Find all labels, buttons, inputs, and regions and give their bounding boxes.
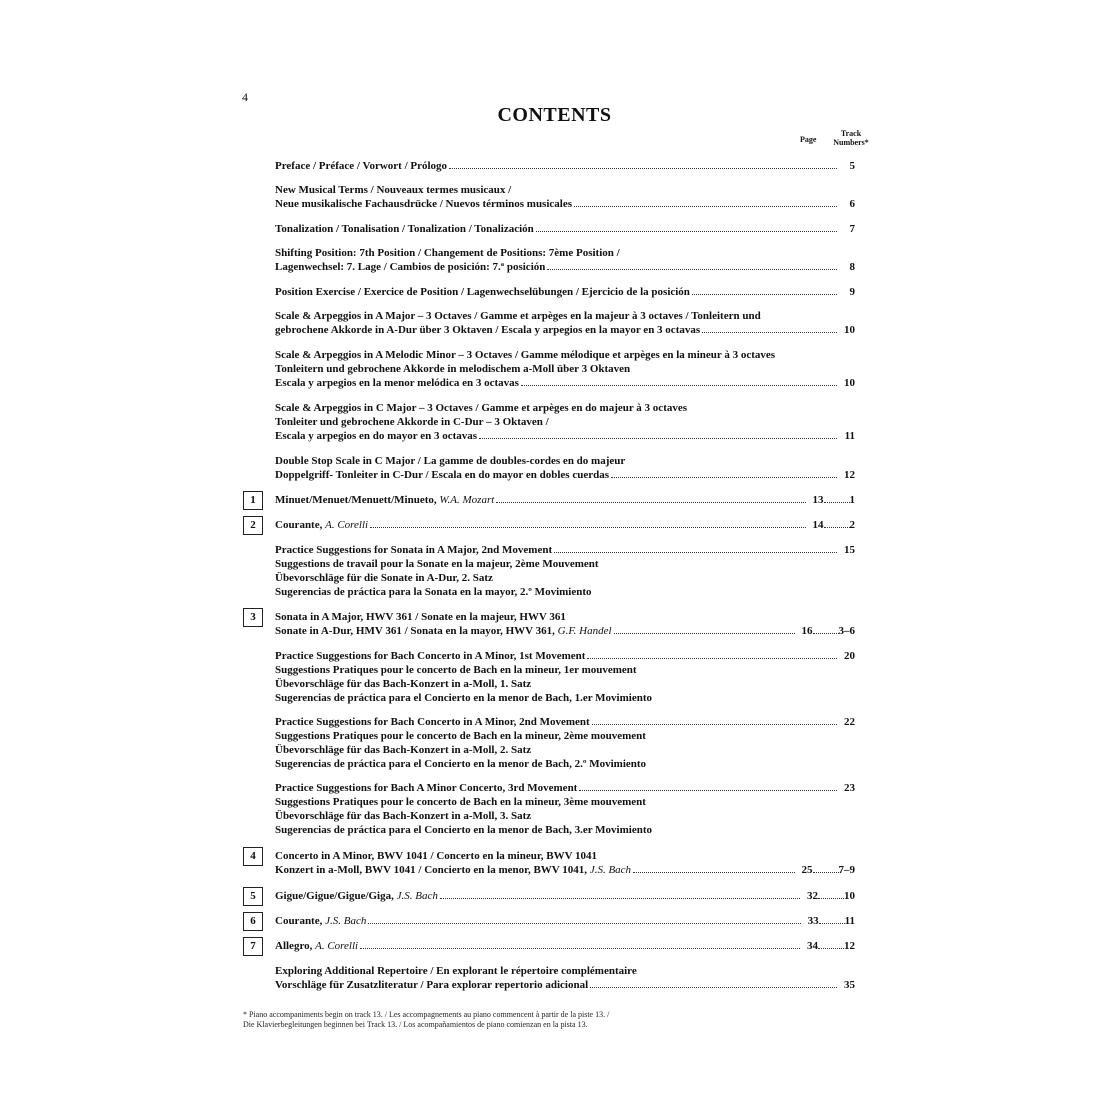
page-ref: 35 bbox=[844, 979, 855, 991]
toc-entry-text: Suggestions Pratiques pour le concerto de Bach en la mineur, 2ème mouvement bbox=[275, 730, 646, 742]
page-ref: 25 bbox=[801, 864, 813, 876]
toc-entry bbox=[275, 493, 855, 507]
toc-entry-text: Position Exercise / Exercice de Position / Lagenwechselübungen / Ejercicio de la posición bbox=[275, 286, 690, 298]
track-ref: 7–9 bbox=[838, 864, 855, 876]
toc-entry-text: Sonata in A Major, HWV 361 / Sonate en la majeur, HWV 361 bbox=[275, 611, 566, 623]
toc-entry-text: Scale & Arpeggios in A Melodic Minor – 3 Octaves / Gamme mélodique et arpèges en la mineur à 3 octaves bbox=[275, 349, 776, 361]
toc-entry bbox=[275, 649, 855, 705]
track-leader-dots bbox=[818, 889, 844, 899]
track-ref: 12 bbox=[844, 940, 855, 952]
track-number-box: 3 bbox=[243, 608, 263, 627]
toc-entry bbox=[275, 543, 855, 599]
composer-name: A. Corelli bbox=[312, 940, 359, 952]
page-ref: 11 bbox=[844, 430, 855, 442]
toc-entry-line bbox=[275, 183, 855, 197]
toc-entry-text: Übevorschläge für das Bach-Konzert in a-Moll, 3. Satz bbox=[275, 810, 532, 822]
track-leader-dots bbox=[824, 518, 850, 528]
leader-dots bbox=[370, 518, 805, 528]
toc-entry-line bbox=[275, 889, 855, 903]
page-ref: 10 bbox=[844, 324, 855, 336]
track-number-box: 7 bbox=[243, 937, 263, 956]
leader-dots bbox=[360, 939, 800, 949]
toc-entry-line bbox=[275, 518, 855, 532]
composer-name: J.S. Bach bbox=[587, 864, 632, 876]
leader-dots bbox=[702, 323, 837, 333]
toc-entry-text: Sugerencias de práctica para el Concierto en la menor de Bach, 3.er Movimiento bbox=[275, 824, 652, 836]
toc-entry-text: Concerto in A Minor, BWV 1041 / Concerto en la mineur, BWV 1041 bbox=[275, 850, 598, 862]
toc-entry bbox=[275, 518, 855, 532]
toc-entry-text: Escala y arpegios en do mayor en 3 octavas bbox=[275, 430, 478, 442]
toc-entry-text: Courante, bbox=[275, 915, 323, 927]
toc-entry-line bbox=[275, 415, 855, 429]
toc-entry-line bbox=[275, 809, 855, 823]
toc-entry bbox=[275, 849, 855, 877]
page-column-header: Page bbox=[800, 135, 817, 144]
page-ref: 20 bbox=[844, 650, 855, 662]
leader-dots bbox=[590, 978, 837, 988]
toc-entry bbox=[275, 183, 855, 211]
toc-entry-line bbox=[275, 571, 855, 585]
toc-entry-line bbox=[275, 939, 855, 953]
toc-entry bbox=[275, 348, 855, 390]
leader-dots bbox=[574, 197, 837, 207]
toc-entry-text: Practice Suggestions for Bach A Minor Concerto, 3rd Movement bbox=[275, 782, 578, 794]
leader-dots bbox=[592, 715, 837, 725]
leader-dots bbox=[587, 649, 837, 659]
track-number-box: 2 bbox=[243, 516, 263, 535]
page-ref: 10 bbox=[844, 377, 855, 389]
toc-entry-line bbox=[275, 362, 855, 376]
toc-entry-line bbox=[275, 197, 855, 211]
page-ref: 5 bbox=[849, 160, 855, 172]
toc-entry-line bbox=[275, 543, 855, 557]
toc-entry-text: Scale & Arpeggios in A Major – 3 Octaves / Gamme et arpèges en la majeur à 3 octaves / Tonleitern und bbox=[275, 310, 761, 322]
track-leader-dots bbox=[819, 914, 845, 924]
page-ref: 8 bbox=[849, 261, 855, 273]
track-number-box: 1 bbox=[243, 491, 263, 510]
toc-entry bbox=[275, 222, 855, 236]
toc-entry bbox=[275, 781, 855, 837]
toc-entry-line bbox=[275, 823, 855, 837]
track-column-header-line2: Numbers* bbox=[833, 138, 869, 147]
composer-name: W.A. Mozart bbox=[436, 494, 495, 506]
page-ref: 22 bbox=[844, 716, 855, 728]
toc-entry-line bbox=[275, 429, 855, 443]
track-number-box: 5 bbox=[243, 887, 263, 906]
toc-entry bbox=[275, 610, 855, 638]
toc-entry-text: gebrochene Akkorde in A-Dur über 3 Oktaven / Escala y arpegios en la mayor en 3 octavas bbox=[275, 324, 701, 336]
toc-entry-text: Sonate in A-Dur, HMV 361 / Sonata en la mayor, HWV 361, bbox=[275, 625, 555, 637]
toc-entry-line bbox=[275, 849, 855, 863]
toc-entry-line bbox=[275, 454, 855, 468]
toc-entry-line bbox=[275, 649, 855, 663]
toc-entry-text: Tonleiter und gebrochene Akkorde in C-Dur – 3 Oktaven / bbox=[275, 416, 549, 428]
toc-entry-text: Übevorschläge für die Sonate in A-Dur, 2. Satz bbox=[275, 572, 493, 584]
toc-entry-line bbox=[275, 964, 855, 978]
page-ref: 13 bbox=[812, 494, 824, 506]
leader-dots bbox=[536, 222, 837, 232]
toc-entry bbox=[275, 285, 855, 299]
track-leader-dots bbox=[813, 863, 839, 873]
toc-entry bbox=[275, 401, 855, 443]
toc-entry bbox=[275, 889, 855, 903]
toc-entry bbox=[275, 159, 855, 173]
leader-dots bbox=[440, 889, 800, 899]
track-number-box: 4 bbox=[243, 847, 263, 866]
toc-entry-text: Sugerencias de práctica para el Concierto en la menor de Bach, 1.er Movimiento bbox=[275, 692, 652, 704]
track-leader-dots bbox=[818, 939, 844, 949]
toc-entry-text: Scale & Arpeggios in C Major – 3 Octaves / Gamme et arpèges en do majeur à 3 octaves bbox=[275, 402, 688, 414]
leader-dots bbox=[692, 285, 837, 295]
toc-entry-line bbox=[275, 585, 855, 599]
toc-entry-line bbox=[275, 677, 855, 691]
toc-entry-text: Suggestions Pratiques pour le concerto de Bach en la mineur, 1er mouvement bbox=[275, 664, 637, 676]
toc-entry-line bbox=[275, 757, 855, 771]
toc-entry-line bbox=[275, 493, 855, 507]
toc-entry bbox=[275, 914, 855, 928]
toc-entry-text: Neue musikalische Fachausdrücke / Nuevos términos musicales bbox=[275, 198, 572, 210]
toc-entry-text: New Musical Terms / Nouveaux termes musicaux / bbox=[275, 184, 512, 196]
toc-entry-line bbox=[275, 222, 855, 236]
toc-entry-line bbox=[275, 624, 855, 638]
toc-entry-line bbox=[275, 795, 855, 809]
toc-entry-text: Practice Suggestions for Bach Concerto in A Minor, 2nd Movement bbox=[275, 716, 590, 728]
leader-dots bbox=[579, 781, 837, 791]
track-ref: 1 bbox=[849, 494, 855, 506]
toc-entry bbox=[275, 715, 855, 771]
toc-entry-text: Sugerencias de práctica para la Sonata en la mayor, 2.º Movimiento bbox=[275, 586, 592, 598]
toc-entry-line bbox=[275, 863, 855, 877]
composer-name: G.F. Handel bbox=[554, 625, 612, 637]
toc-entry-text: Shifting Position: 7th Position / Changement de Positions: 7ème Position / bbox=[275, 247, 620, 259]
page-ref: 16 bbox=[801, 625, 813, 637]
toc-entry-line bbox=[275, 978, 855, 992]
page-ref: 34 bbox=[807, 940, 818, 952]
toc-entry-line bbox=[275, 323, 855, 337]
toc-entry-line bbox=[275, 260, 855, 274]
page-ref: 9 bbox=[849, 286, 855, 298]
toc-entry bbox=[275, 246, 855, 274]
toc-entry-text: Lagenwechsel: 7. Lage / Cambios de posición: 7.ª posición bbox=[275, 261, 546, 273]
toc-entry-line bbox=[275, 781, 855, 795]
toc-entry-line bbox=[275, 691, 855, 705]
track-ref: 11 bbox=[844, 915, 855, 927]
toc-entry-text: Practice Suggestions for Sonata in A Major, 2nd Movement bbox=[275, 544, 553, 556]
leader-dots bbox=[496, 493, 805, 503]
composer-name: J.S. Bach bbox=[322, 915, 367, 927]
composer-name: J.S. Bach bbox=[393, 890, 438, 902]
toc-entry-line bbox=[275, 309, 855, 323]
leader-dots bbox=[614, 624, 795, 634]
page-ref: 7 bbox=[849, 223, 855, 235]
toc-entry-line bbox=[275, 159, 855, 173]
leader-dots bbox=[547, 260, 837, 270]
track-leader-dots bbox=[813, 624, 839, 634]
page-ref: 6 bbox=[849, 198, 855, 210]
toc-entry-text: Suggestions de travail pour la Sonate en la majeur, 2ème Mouvement bbox=[275, 558, 599, 570]
toc-entry-text: Double Stop Scale in C Major / La gamme de doubles-cordes en do majeur bbox=[275, 455, 626, 467]
toc-entry-text: Sugerencias de práctica para el Concierto en la menor de Bach, 2.º Movimiento bbox=[275, 758, 647, 770]
toc-entry bbox=[275, 964, 855, 992]
toc-entry-line bbox=[275, 663, 855, 677]
page-ref: 14 bbox=[812, 519, 824, 531]
page-number: 4 bbox=[242, 90, 248, 104]
toc-entry-text: Allegro, bbox=[275, 940, 313, 952]
leader-dots bbox=[479, 429, 837, 439]
toc-entry-line bbox=[275, 468, 855, 482]
toc-entry bbox=[275, 939, 855, 953]
toc-entry-text: Doppelgriff- Tonleiter in C-Dur / Escala en do mayor en dobles cuerdas bbox=[275, 469, 609, 481]
footnote-line: * Piano accompaniments begin on track 13. / Les accompagnements au piano commencent à partir de la piste 13. / bbox=[243, 1010, 610, 1019]
toc-entry-line bbox=[275, 715, 855, 729]
toc-entry-line bbox=[275, 348, 855, 362]
track-ref: 10 bbox=[844, 890, 855, 902]
toc-entry-text: Exploring Additional Repertoire / En explorant le répertoire complémentaire bbox=[275, 965, 637, 977]
page-title: CONTENTS bbox=[497, 104, 612, 126]
toc-entry-text: Konzert in a-Moll, BWV 1041 / Concierto en la menor, BWV 1041, bbox=[275, 864, 588, 876]
leader-dots bbox=[633, 863, 794, 873]
toc-entry-text: Vorschläge für Zusatzliteratur / Para explorar repertorio adicional bbox=[275, 979, 589, 991]
toc-entry-text: Escala y arpegios en la menor melódica en 3 octavas bbox=[275, 377, 519, 389]
composer-name: A. Corelli bbox=[322, 519, 369, 531]
toc-entry-text: Übevorschläge für das Bach-Konzert in a-Moll, 1. Satz bbox=[275, 678, 532, 690]
toc-entry-line bbox=[275, 376, 855, 390]
toc-entry-text: Suggestions Pratiques pour le concerto de Bach en la mineur, 3ème mouvement bbox=[275, 796, 646, 808]
leader-dots bbox=[368, 914, 800, 924]
toc-entry-text: Übevorschläge für das Bach-Konzert in a-Moll, 2. Satz bbox=[275, 744, 532, 756]
page-ref: 12 bbox=[844, 469, 855, 481]
leader-dots bbox=[521, 376, 837, 386]
toc-entry bbox=[275, 309, 855, 337]
toc-entry-text: Courante, bbox=[275, 519, 323, 531]
footnote-line: Die Klavierbegleitungen beginnen bei Track 13. / Los acompañamientos de piano comienzan en la pista 13. bbox=[243, 1020, 588, 1029]
page-ref: 33 bbox=[807, 915, 819, 927]
leader-dots bbox=[611, 468, 837, 478]
leader-dots bbox=[449, 159, 837, 169]
page-ref: 32 bbox=[807, 890, 818, 902]
track-leader-dots bbox=[824, 493, 850, 503]
toc-entry-text: Gigue/Gigue/Gigue/Giga, bbox=[275, 890, 394, 902]
track-column-header-line1: Track bbox=[840, 129, 862, 138]
toc-entry-line bbox=[275, 743, 855, 757]
toc-entry-line bbox=[275, 729, 855, 743]
toc-entry-line bbox=[275, 285, 855, 299]
toc-entry-text: Practice Suggestions for Bach Concerto in A Minor, 1st Movement bbox=[275, 650, 586, 662]
footnote bbox=[243, 1010, 609, 1030]
toc-entry-text: Minuet/Menuet/Menuett/Minueto, bbox=[275, 494, 437, 506]
leader-dots bbox=[554, 543, 837, 553]
toc-entry-line bbox=[275, 401, 855, 415]
toc-entry-line bbox=[275, 246, 855, 260]
track-ref: 3–6 bbox=[838, 625, 855, 637]
page-ref: 23 bbox=[844, 782, 855, 794]
track-number-box: 6 bbox=[243, 912, 263, 931]
toc-entry-text: Tonalization / Tonalisation / Tonalization / Tonalización bbox=[275, 223, 534, 235]
toc-entry-line bbox=[275, 557, 855, 571]
toc-entry bbox=[275, 454, 855, 482]
toc-entry-text: Tonleitern und gebrochene Akkorde in melodischem a-Moll über 3 Oktaven bbox=[275, 363, 631, 375]
toc-entry-line bbox=[275, 914, 855, 928]
toc-entry-text: Preface / Préface / Vorwort / Prólogo bbox=[275, 160, 448, 172]
page-ref: 15 bbox=[844, 544, 855, 556]
track-ref: 2 bbox=[849, 519, 855, 531]
toc-entry-line bbox=[275, 610, 855, 624]
